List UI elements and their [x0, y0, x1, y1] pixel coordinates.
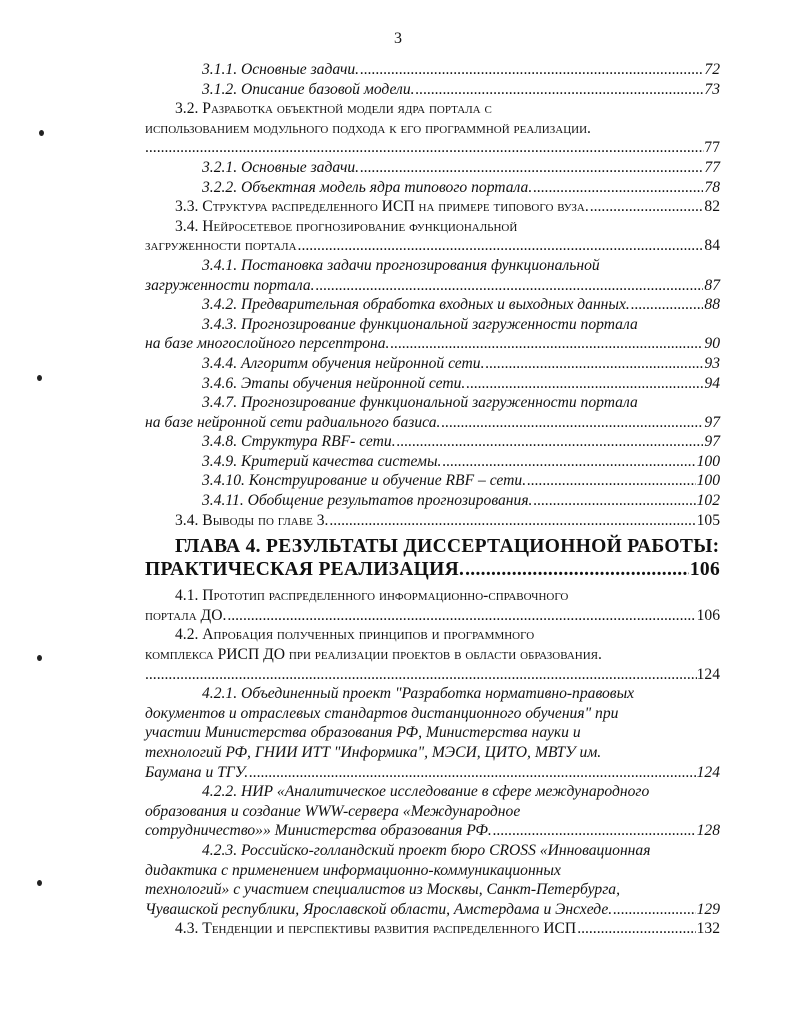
toc-entry-text: технологий РФ, ГНИИ ИТТ "Информика", МЭСИ, ЦИТО, МВТУ им.: [145, 744, 602, 761]
toc-entry[interactable]: [145, 919, 720, 939]
page-number: 3: [394, 30, 402, 47]
toc-entry[interactable]: [145, 491, 720, 511]
toc-entry-text: 3.1.1. Основные задачи.: [202, 61, 360, 78]
toc-entry-text: 4.2.3. Российско-голландский проект бюро CROSS «Инновационная: [202, 841, 651, 859]
toc-page-number: 84: [704, 237, 720, 255]
table-of-contents: [145, 60, 720, 939]
dot-leader: [577, 919, 695, 939]
dot-leader: [145, 665, 697, 685]
dot-leader: [527, 471, 696, 491]
dot-leader: [590, 197, 704, 217]
toc-entry[interactable]: [145, 60, 720, 80]
toc-entry[interactable]: [145, 80, 720, 100]
toc-entry-text: сотрудничество»» Министерства образования РФ.: [145, 822, 492, 840]
toc-entry-text: Баумана и ТГУ.: [145, 763, 249, 781]
toc-entry-text: 3.4.1. Постановка задачи прогнозирования функциональной: [202, 256, 600, 274]
toc-entry[interactable]: [145, 197, 720, 217]
toc-entry[interactable]: [145, 586, 720, 625]
toc-page-number: 97: [704, 413, 720, 431]
dot-leader: [631, 295, 704, 315]
dot-leader: [442, 452, 695, 472]
toc-page-number: 100: [696, 472, 720, 490]
dot-leader: [533, 491, 695, 511]
toc-entry-text: технологий» с участием специалистов из Москвы, Санкт-Петербурга,: [145, 881, 620, 899]
dot-leader: [485, 354, 703, 374]
dot-leader: [416, 80, 704, 100]
toc-entry-text: 4.2. Апробация полученных принципов и программного: [175, 626, 535, 644]
toc-page-number: 105: [696, 511, 720, 529]
dot-leader: [533, 178, 703, 198]
toc-entry[interactable]: [145, 535, 720, 581]
toc-page-number: 77: [704, 139, 720, 157]
toc-page-number: 77: [704, 158, 720, 176]
toc-entry[interactable]: [145, 432, 720, 452]
toc-page-number: 129: [696, 900, 720, 918]
toc-entry-text: 4.2.2. НИР «Аналитическое исследование в сфере международного: [202, 783, 650, 801]
dot-leader: [466, 374, 703, 394]
toc-entry[interactable]: [145, 841, 720, 919]
toc-page-number: 124: [696, 665, 720, 683]
dot-leader: [329, 511, 695, 531]
toc-entry[interactable]: [145, 782, 720, 841]
toc-entry[interactable]: [145, 471, 720, 491]
toc-page-number: 88: [704, 296, 720, 314]
toc-entry[interactable]: [145, 295, 720, 315]
toc-entry-text: образования и создание WWW-сервера «Международное: [145, 802, 521, 820]
toc-entry[interactable]: [145, 99, 720, 158]
toc-entry-text: 3.3. Структура распределенного ИСП на примере типового вуза.: [175, 198, 589, 216]
toc-page-number: 106: [696, 606, 720, 624]
scan-mark: [37, 880, 42, 886]
scan-mark: [39, 130, 44, 136]
toc-entry-text: 3.1.2. Описание базовой модели.: [202, 80, 415, 98]
toc-entry-text: ПРАКТИЧЕСКАЯ РЕАЛИЗАЦИЯ.: [145, 559, 465, 581]
toc-entry-text: 3.4.4. Алгоритм обучения нейронной сети.: [202, 354, 485, 372]
toc-entry-text: 3.4.10. Конструирование и обучение RBF – сети.: [202, 472, 527, 490]
toc-entry-text: 3.2.2. Объектная модель ядра типового портала.: [202, 178, 533, 196]
toc-entry-text: 3.4.6. Этапы обучения нейронной сети.: [202, 374, 466, 392]
toc-page-number: 124: [696, 763, 720, 781]
toc-entry-text: загруженности портала: [145, 237, 297, 255]
scan-mark: [37, 375, 42, 381]
dot-leader: [360, 158, 703, 178]
toc-entry-text: 4.2.1. Объединенный проект "Разработка нормативно-правовых: [202, 685, 635, 703]
toc-entry[interactable]: [145, 256, 720, 295]
scan-mark: [37, 655, 42, 661]
toc-page-number: 128: [696, 822, 720, 840]
toc-entry[interactable]: [145, 684, 720, 782]
toc-entry-text: 3.2.1. Основные задачи.: [202, 158, 360, 176]
toc-entry-text: 3.4.9. Критерий качества системы.: [202, 452, 442, 470]
toc-entry-text: 3.4.2. Предварительная обработка входных и выходных данных.: [202, 296, 630, 314]
toc-entry[interactable]: [145, 315, 720, 354]
toc-page-number: 100: [696, 452, 720, 470]
toc-entry[interactable]: [145, 625, 720, 684]
dot-leader: [249, 763, 695, 783]
dot-leader: [298, 236, 704, 256]
toc-entry-text: комплекса РИСП ДО при реализации проектов в области образования.: [145, 646, 602, 664]
toc-entry-text: портала ДО.: [145, 606, 227, 624]
toc-entry-text: 3.2. Разработка объектной модели ядра портала с: [175, 100, 492, 118]
toc-entry-text: 3.4. Выводы по главе 3.: [175, 511, 329, 529]
dot-leader: [360, 60, 703, 80]
toc-entry-text: загруженности портала.: [145, 276, 315, 294]
dot-leader: [145, 138, 704, 158]
toc-entry-text: дидактика с применением информационно-коммуникационных: [145, 861, 561, 879]
toc-entry[interactable]: [145, 511, 720, 531]
toc-entry[interactable]: [145, 354, 720, 374]
toc-page-number: 78: [704, 178, 720, 196]
toc-entry[interactable]: [145, 217, 720, 256]
toc-entry-text: 3.4.8. Структура RBF- сети.: [202, 433, 396, 451]
dot-leader: [390, 334, 703, 354]
toc-entry-text: 4.1. Прототип распределенного информационно-справочного: [175, 587, 569, 605]
toc-page-number: 90: [704, 335, 720, 353]
toc-entry-text: использованием модульного подхода к его программной реализации.: [145, 119, 591, 137]
dot-leader: [441, 413, 703, 433]
toc-page-number: 93: [704, 354, 720, 372]
toc-page-number: 94: [704, 374, 720, 392]
toc-page-number: 106: [689, 559, 720, 581]
toc-entry-text: 3.4.7. Прогнозирование функциональной загруженности портала: [202, 394, 638, 412]
toc-entry-text: 3.4. Нейросетевое прогнозирование функциональной: [175, 217, 518, 235]
toc-entry[interactable]: [145, 374, 720, 394]
dot-leader: [316, 276, 704, 296]
dot-leader: [227, 606, 695, 626]
toc-entry-text: документов и отраслевых стандартов дистанционного обучения" при: [145, 704, 619, 722]
toc-entry-text: Чувашской республики, Ярославской области, Амстердама и Энсхеде.: [145, 900, 613, 918]
toc-entry-text: 3.4.11. Обобщение результатов прогнозирования.: [202, 492, 533, 510]
toc-entry-text: 4.3. Тенденции и перспективы развития распределенного ИСП: [175, 920, 577, 938]
toc-page-number: 102: [696, 492, 720, 510]
toc-entry[interactable]: [145, 393, 720, 432]
toc-entry-text: ГЛАВА 4. РЕЗУЛЬТАТЫ ДИССЕРТАЦИОННОЙ РАБОТЫ:: [175, 536, 720, 558]
toc-page-number: 72: [704, 61, 720, 78]
toc-page-number: 97: [704, 433, 720, 451]
toc-page-number: 87: [704, 276, 720, 294]
dot-leader: [465, 558, 689, 581]
dot-leader: [613, 900, 695, 920]
toc-entry-text: участии Министерства образования РФ, Министерства науки и: [145, 724, 581, 742]
toc-page-number: 82: [704, 198, 720, 216]
toc-entry-text: 3.4.3. Прогнозирование функциональной загруженности портала: [202, 315, 638, 333]
dot-leader: [493, 821, 696, 841]
toc-page-number: 132: [696, 920, 720, 938]
dot-leader: [397, 432, 704, 452]
toc-page-number: 73: [704, 80, 720, 98]
toc-entry[interactable]: [145, 178, 720, 198]
toc-entry[interactable]: [145, 158, 720, 178]
toc-entry-text: на базе многослойного персептрона.: [145, 335, 390, 353]
toc-entry[interactable]: [145, 452, 720, 472]
toc-entry-text: на базе нейронной сети радиального базиса.: [145, 413, 441, 431]
